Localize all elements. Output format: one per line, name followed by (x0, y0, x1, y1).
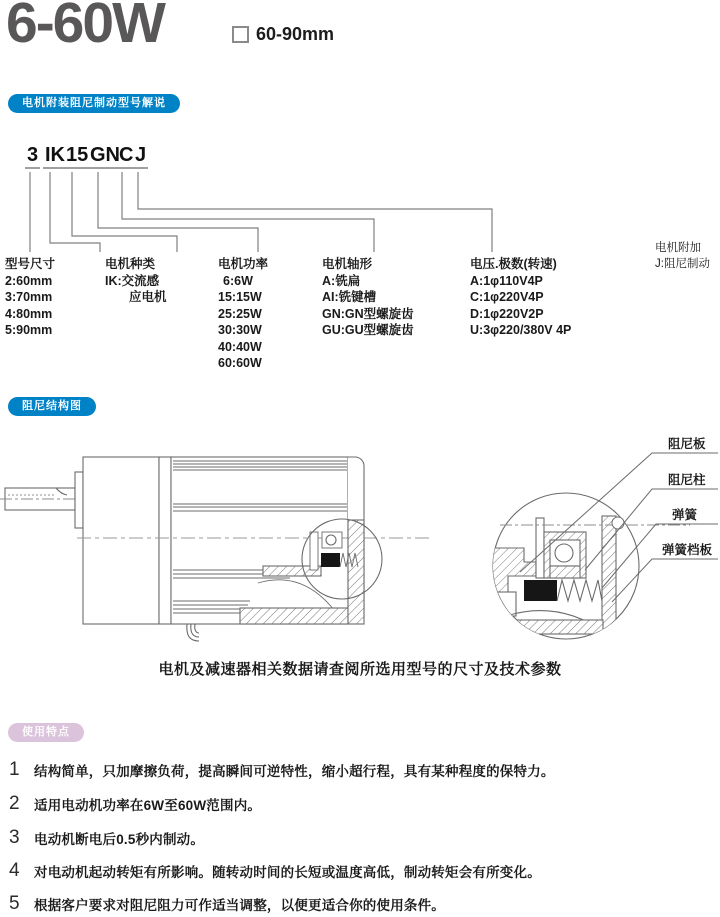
code-part-voltage: C (117, 144, 135, 169)
model-column-size (5, 256, 55, 339)
column-line: 4:80mm (5, 306, 53, 321)
column-lines (218, 273, 268, 372)
column-line: 60:60W (218, 356, 262, 370)
model-column-shaft (322, 256, 414, 339)
model-column-type (105, 256, 167, 306)
column-lines (655, 257, 710, 273)
badge-structure-diagram: 阻尼结构图 (8, 397, 96, 416)
badge-usage-features: 使用特点 (8, 723, 84, 742)
feature-item (9, 861, 714, 883)
column-title: 电机轴形 (322, 257, 373, 271)
size-range-label: 60-90mm (256, 24, 335, 44)
drawing-caption: 电机及减速器相关数据请查阅所选用型号的尺寸及技术参数 (158, 661, 562, 678)
column-line: J:阻尼制动 (655, 257, 710, 270)
column-line: GU:GU型螺旋齿 (322, 323, 414, 337)
code-part-size: 3 (25, 144, 40, 169)
feature-item (9, 894, 714, 916)
column-line: IK:交流感 (105, 273, 160, 288)
column-line: A:铣扁 (322, 273, 361, 288)
badge-model-code-explanation: 电机附装阻尼制动型号解说 (8, 94, 180, 113)
column-title: 型号尺寸 (5, 257, 56, 271)
code-part-type: IK (43, 144, 67, 169)
motor-side-view (0, 457, 432, 641)
feature-text: 适用电动机功率在6W至60W范围内。 (34, 798, 262, 813)
feature-item (9, 794, 714, 816)
column-line: 25:25W (218, 306, 262, 321)
column-title: 电机种类 (105, 257, 156, 271)
label-damping-column: 阻尼柱 (668, 473, 706, 487)
feature-text: 对电动机起动转矩有所影响。随转动时间的长短或温度高低，制动转矩会有所变化。 (34, 865, 541, 880)
column-line: C:1φ220V4P (470, 290, 544, 304)
column-title: 电压.极数(转速) (470, 257, 557, 271)
label-spring-retainer-plate: 弹簧档板 (662, 543, 713, 557)
column-line: AI:铣键槽 (322, 290, 377, 304)
column-line: GN:GN型螺旋齿 (322, 306, 414, 321)
column-lines (105, 273, 167, 306)
column-line: D:1φ220V2P (470, 306, 544, 321)
label-damping-plate: 阻尼板 (668, 437, 706, 451)
column-line: U:3φ220/380V 4P (470, 323, 572, 337)
column-line: 5:90mm (5, 323, 53, 337)
label-spring: 弹簧 (672, 508, 698, 522)
feature-item (9, 760, 714, 782)
feature-number: 5 (9, 893, 20, 914)
column-line: 15:15W (218, 290, 262, 304)
feature-number: 2 (9, 793, 20, 814)
code-part-extra: J (133, 144, 148, 169)
code-part-shaft: GN (88, 144, 122, 169)
column-title: 电机功率 (218, 257, 269, 271)
column-line: 30:30W (218, 323, 262, 337)
column-lines (5, 273, 55, 339)
feature-number: 1 (9, 759, 20, 780)
model-column-extra (655, 241, 710, 272)
brake-detail-view (490, 493, 690, 639)
feature-text: 结构简单，只加摩擦负荷，提高瞬间可逆特性，缩小超行程，具有某种程度的保特力。 (34, 764, 555, 779)
size-range (232, 24, 334, 45)
feature-number: 4 (9, 860, 20, 881)
column-line: 40:40W (218, 339, 262, 354)
feature-item (9, 828, 714, 850)
column-line: 3:70mm (5, 290, 53, 304)
model-column-power (218, 256, 268, 372)
column-line: 2:60mm (5, 273, 53, 288)
column-line: A:1φ110V4P (470, 273, 543, 288)
feature-text: 电动机断电后0.5秒内制动。 (34, 832, 205, 847)
column-line: 应电机 (129, 290, 167, 304)
code-part-power: 15 (64, 144, 90, 169)
model-column-voltage (470, 256, 571, 339)
column-title: 电机附加 (655, 242, 701, 254)
motor-structure-drawing (0, 420, 720, 658)
feature-text: 根据客户要求对阻尼阻力可作适当调整，以便更适合你的使用条件。 (34, 898, 445, 913)
page-title: 6-60W (6, 0, 164, 55)
square-frame-icon (232, 26, 249, 43)
feature-number: 3 (9, 827, 20, 848)
column-lines (470, 273, 571, 339)
code-connector-lines (0, 140, 720, 260)
column-lines (322, 273, 414, 339)
column-line: 6:6W (223, 273, 253, 288)
